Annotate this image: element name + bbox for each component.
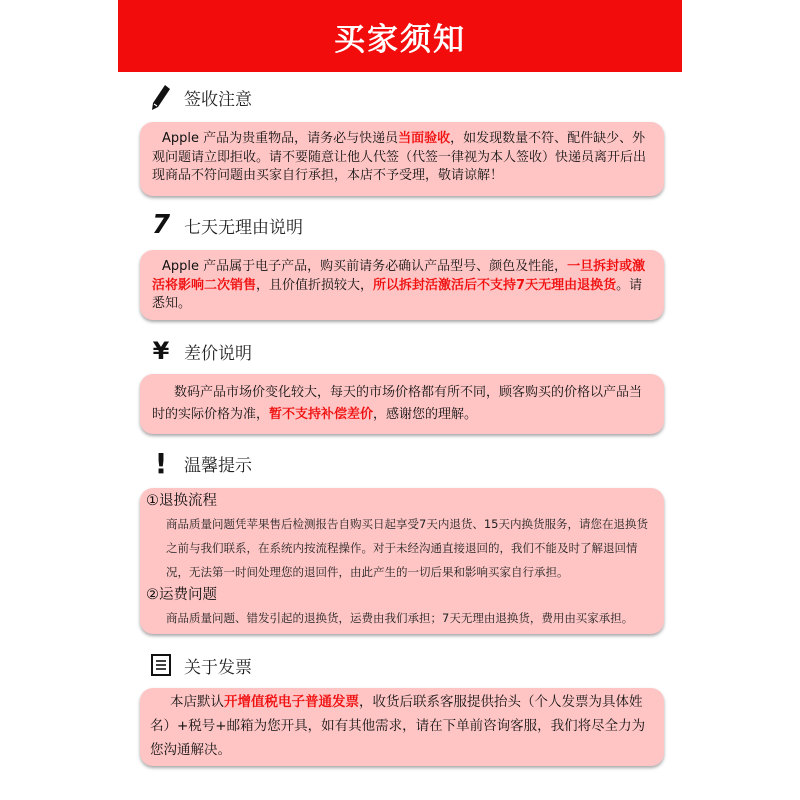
pencil-icon: [148, 82, 174, 112]
section-tips-header: [148, 446, 252, 480]
section-tips-title: 温馨提示: [184, 455, 252, 476]
section-seven-title: 七天无理由说明: [184, 217, 303, 238]
highlight-text: 开增值税电子普通发票: [224, 694, 359, 710]
notice-page: [118, 0, 682, 800]
section-seven-box: [140, 250, 664, 320]
page-title: 买家须知: [334, 21, 466, 58]
section-sign-text: Apple 产品为贵重物品，请务必与快递员当面验收，如发现数量不符、配件缺少、外观问题请立即拒收。请不要随意让他人代签（代签一律视为本人签收）快递员离开后出现商品不符问题由买家自行承担，本店不予受理，敬请谅解！: [152, 131, 647, 183]
yen-icon: ¥: [152, 337, 170, 365]
section-sign-header: [148, 80, 252, 114]
section-price-title: 差价说明: [184, 343, 252, 364]
highlight-text: 一旦拆封或激活将影响二次销售: [152, 259, 646, 293]
highlight-text: 当面验收: [398, 131, 451, 146]
section-price-box: [140, 374, 664, 434]
highlight-text: 所以拆封活激活后不支持7天无理由退换货: [373, 277, 617, 293]
tips-sub2-title: ②运费问题: [146, 587, 217, 603]
receipt-icon: [148, 650, 174, 680]
section-price-header: [148, 334, 252, 368]
exclamation-icon: !: [154, 446, 168, 480]
tips-sub2-text: 商品质量问题、错发引起的退换货，运费由我们承担；7天无理由退换货，费用由买家承担。: [166, 611, 634, 625]
section-sign-title: 签收注意: [184, 89, 252, 110]
section-invoice-box: [140, 688, 664, 766]
section-sign-box: [140, 122, 664, 196]
section-seven-header: [148, 208, 303, 242]
seven-icon: 7: [151, 210, 171, 240]
section-price-text: 数码产品市场价变化较大，每天的市场价格都有所不同，顾客购买的价格以产品当时的实际价格为准，暂不支持补偿差价，感谢您的理解。: [152, 385, 643, 422]
section-invoice-title: 关于发票: [184, 657, 252, 678]
tips-sub1-text: 商品质量问题凭苹果售后检测报告自购买日起享受7天内退货、15天内换货服务，请您在退换货之前与我们联系，在系统内按流程操作。对于未经沟通直接退回的，我们不能及时了解退回情况，无法第一时间处理您的退回件，由此产生的一切后果和影响买家自行承担。: [166, 517, 648, 579]
section-tips-box: [140, 488, 664, 634]
highlight-text: 暂不支持补偿差价: [269, 407, 374, 422]
section-invoice-header: [148, 648, 252, 682]
section-seven-text: Apple 产品属于电子产品，购买前请务必确认产品型号、颜色及性能，一旦拆封或激活将影响二次销售，且价值折损较大，所以拆封活激活后不支持7天无理由退换货。请悉知。: [152, 259, 646, 311]
header-banner: [118, 0, 682, 72]
section-invoice-text: 本店默认开增值税电子普通发票，收货后联系客服提供抬头（个人发票为具体姓名）+税号+邮箱为您开具，如有其他需求，请在下单前咨询客服，我们将尽全力为您沟通解决。: [150, 694, 646, 758]
tips-sub1-title: ①退换流程: [146, 493, 217, 509]
